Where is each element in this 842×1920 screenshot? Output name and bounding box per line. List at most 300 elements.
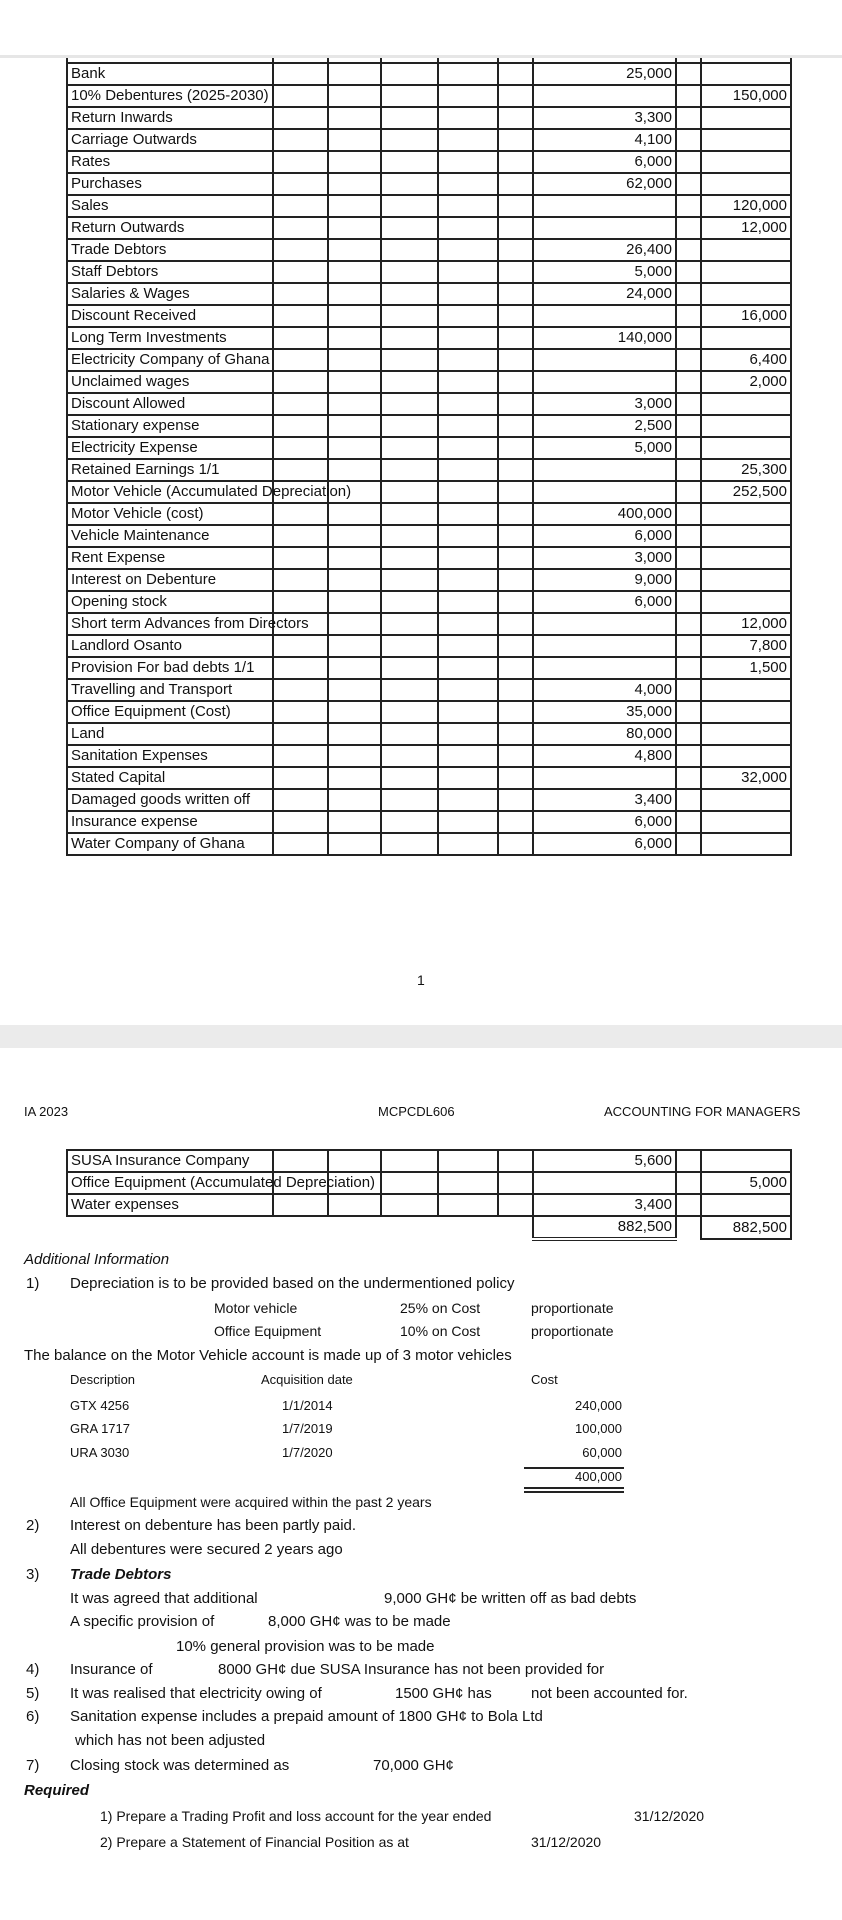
grid-cell [328, 327, 381, 349]
account-name: Short term Advances from Directors [67, 613, 207, 635]
grid-cell [381, 745, 438, 767]
debit-amount [533, 349, 676, 371]
credit-amount: 32,000 [701, 767, 791, 789]
credit-amount [701, 327, 791, 349]
grid-cell [438, 85, 498, 107]
grid-cell [273, 723, 328, 745]
grid-cell [381, 635, 438, 657]
debit-amount [533, 657, 676, 679]
grid-cell [498, 1172, 533, 1194]
grid-cell [381, 723, 438, 745]
account-name: Bank [67, 63, 207, 85]
account-name: Office Equipment (Cost) [67, 701, 207, 723]
grid-cell [273, 503, 328, 525]
debit-amount: 26,400 [533, 239, 676, 261]
table-row [67, 679, 791, 701]
grid-cell [498, 371, 533, 393]
table-row [67, 173, 791, 195]
table-row [67, 833, 791, 855]
grid-cell [207, 547, 273, 569]
item-number-6: 6) [26, 1708, 40, 1725]
vehicle-description: GTX 4256 [70, 1398, 130, 1413]
table-row [67, 129, 791, 151]
grid-cell [438, 547, 498, 569]
grid-cell [498, 569, 533, 591]
debenture-interest-text: Interest on debenture has been partly paid. [70, 1517, 357, 1534]
grid-cell [273, 591, 328, 613]
vehicle-total: 400,000 [575, 1469, 622, 1484]
debit-amount: 4,000 [533, 679, 676, 701]
table-row [67, 657, 791, 679]
grid-cell [207, 811, 273, 833]
grid-cell [207, 129, 273, 151]
grid-cell [328, 547, 381, 569]
grid-cell [328, 371, 381, 393]
grid-cell [273, 415, 328, 437]
general-provision-text: 10% general provision was to be made [176, 1638, 435, 1655]
grid-cell [381, 481, 438, 503]
account-name: Office Equipment (Accumulated Depreciation) [67, 1172, 207, 1194]
credit-amount: 7,800 [701, 635, 791, 657]
grid-cell [328, 679, 381, 701]
vehicle-total-line-1 [524, 1487, 624, 1489]
sanitation-prepaid-text: Sanitation expense includes a prepaid amount of 1800 GH¢ to Bola Ltd [70, 1708, 543, 1725]
grid-cell [438, 239, 498, 261]
grid-cell [381, 393, 438, 415]
grid-cell [273, 151, 328, 173]
grid-cell [328, 63, 381, 85]
grid-cell [676, 459, 701, 481]
grid-cell [273, 811, 328, 833]
grid-cell [273, 679, 328, 701]
table-row [67, 635, 791, 657]
grid-cell [273, 195, 328, 217]
debit-amount [533, 217, 676, 239]
debit-amount: 80,000 [533, 723, 676, 745]
item-number-3: 3) [26, 1566, 40, 1583]
grid-cell [328, 1194, 381, 1216]
grid-cell [273, 547, 328, 569]
credit-amount: 1,500 [701, 657, 791, 679]
bad-debts-amount: 9,000 GH¢ be written off as bad debts [384, 1590, 637, 1607]
credit-amount [701, 569, 791, 591]
grid-cell [273, 437, 328, 459]
grid-cell [328, 459, 381, 481]
grid-cell [328, 195, 381, 217]
grid-cell [273, 767, 328, 789]
spacer-cell [676, 1216, 701, 1239]
table-row [67, 151, 791, 173]
grid-cell [328, 349, 381, 371]
grid-cell [498, 327, 533, 349]
grid-cell [676, 305, 701, 327]
grid-cell [438, 789, 498, 811]
debit-amount: 3,000 [533, 547, 676, 569]
grid-cell [438, 63, 498, 85]
table-row [67, 349, 791, 371]
credit-amount [701, 151, 791, 173]
trade-debtors-title: Trade Debtors [70, 1566, 172, 1583]
grid-cell [498, 63, 533, 85]
grid-cell [207, 217, 273, 239]
debit-amount: 5,600 [533, 1150, 676, 1172]
grid-cell [438, 217, 498, 239]
bad-debts-text: It was agreed that additional [70, 1590, 258, 1607]
debit-amount [533, 613, 676, 635]
grid-cell [676, 833, 701, 855]
table-row [67, 261, 791, 283]
grid-cell [273, 261, 328, 283]
credit-amount [701, 679, 791, 701]
required-title: Required [24, 1782, 90, 1799]
credit-amount [701, 393, 791, 415]
account-name: Water Company of Ghana [67, 833, 207, 855]
account-name: Provision For bad debts 1/1 [67, 657, 207, 679]
debit-amount [533, 767, 676, 789]
grid-cell [676, 437, 701, 459]
table-row [67, 415, 791, 437]
grid-cell [328, 437, 381, 459]
grid-cell [328, 701, 381, 723]
grid-cell [498, 437, 533, 459]
additional-info-title: Additional Information [24, 1251, 170, 1268]
grid-cell [328, 283, 381, 305]
account-name: SUSA Insurance Company [67, 1150, 207, 1172]
credit-amount [701, 1150, 791, 1172]
grid-cell [498, 547, 533, 569]
grid-cell [328, 767, 381, 789]
table-row [67, 525, 791, 547]
grid-cell [381, 261, 438, 283]
grid-cell [207, 63, 273, 85]
credit-amount: 252,500 [701, 481, 791, 503]
grid-cell [498, 657, 533, 679]
grid-cell [273, 1150, 328, 1172]
debit-amount: 9,000 [533, 569, 676, 591]
grid-cell [676, 63, 701, 85]
grid-cell [273, 327, 328, 349]
grid-cell [273, 1194, 328, 1216]
grid-cell [328, 415, 381, 437]
grid-cell [207, 195, 273, 217]
page-number: 1 [417, 972, 425, 988]
grid-cell [676, 525, 701, 547]
account-name: Stationary expense [67, 415, 207, 437]
grid-cell [273, 525, 328, 547]
account-name: Motor Vehicle (Accumulated Depreciation) [67, 481, 207, 503]
grid-cell [207, 239, 273, 261]
grid-cell [676, 811, 701, 833]
vehicle-acquisition-date: 1/1/2014 [282, 1398, 333, 1413]
grid-cell [328, 811, 381, 833]
grid-cell [438, 591, 498, 613]
grid-cell [381, 1194, 438, 1216]
grid-cell [328, 723, 381, 745]
grid-cell [328, 305, 381, 327]
account-name: Discount Received [67, 305, 207, 327]
account-name: Rates [67, 151, 207, 173]
vehicle-header-date: Acquisition date [261, 1372, 353, 1387]
grid-cell [498, 635, 533, 657]
grid-cell [498, 679, 533, 701]
grid-cell [676, 701, 701, 723]
grid-cell [498, 525, 533, 547]
grid-cell [438, 415, 498, 437]
account-name: Damaged goods written off [67, 789, 207, 811]
grid-cell [381, 525, 438, 547]
grid-cell [438, 261, 498, 283]
debit-amount: 6,000 [533, 833, 676, 855]
sanitation-not-adjusted-text: which has not been adjusted [75, 1732, 266, 1749]
table-row [67, 371, 791, 393]
grid-cell [273, 393, 328, 415]
grid-cell [328, 613, 381, 635]
grid-cell [381, 701, 438, 723]
office-equipment-note: All Office Equipment were acquired within the past 2 years [70, 1494, 432, 1510]
grid-cell [273, 217, 328, 239]
grid-cell [676, 723, 701, 745]
grid-cell [207, 151, 273, 173]
grid-cell [676, 283, 701, 305]
vehicle-header-desc: Description [70, 1372, 136, 1387]
grid-cell [498, 745, 533, 767]
table-row [67, 1150, 791, 1172]
grid-cell [498, 349, 533, 371]
grid-cell [498, 239, 533, 261]
debit-amount: 6,000 [533, 525, 676, 547]
debit-amount [533, 85, 676, 107]
insurance-text: Insurance of [70, 1661, 153, 1678]
closing-stock-amount: 70,000 GH¢ [373, 1757, 454, 1774]
credit-amount [701, 173, 791, 195]
grid-cell [273, 569, 328, 591]
debit-amount [533, 195, 676, 217]
grid-cell [438, 767, 498, 789]
debit-amount [533, 459, 676, 481]
grid-cell [438, 327, 498, 349]
dep-asset-office: Office Equipment [214, 1323, 322, 1339]
credit-amount: 120,000 [701, 195, 791, 217]
debit-amount: 4,100 [533, 129, 676, 151]
grid-cell [498, 459, 533, 481]
grid-cell [676, 547, 701, 569]
debit-amount: 3,400 [533, 1194, 676, 1216]
vehicle-header-cost: Cost [531, 1372, 558, 1387]
trial-balance-table-continued [66, 1149, 792, 1241]
account-name: Staff Debtors [67, 261, 207, 283]
grid-cell [438, 613, 498, 635]
grid-cell [273, 459, 328, 481]
dep-rate-motor: 25% on Cost [400, 1300, 481, 1316]
grid-cell [381, 129, 438, 151]
grid-cell [207, 305, 273, 327]
account-name: Water expenses [67, 1194, 207, 1216]
required-item-1: 1) Prepare a Trading Profit and loss account for the year ended [100, 1808, 492, 1824]
closing-stock-text: Closing stock was determined as [70, 1757, 290, 1774]
grid-cell [438, 503, 498, 525]
grid-cell [381, 503, 438, 525]
grid-cell [207, 173, 273, 195]
account-name: Electricity Expense [67, 437, 207, 459]
grid-cell [438, 195, 498, 217]
debit-amount: 35,000 [533, 701, 676, 723]
grid-cell [381, 107, 438, 129]
grid-cell [207, 591, 273, 613]
grid-cell [381, 173, 438, 195]
specific-provision-amount: 8,000 GH¢ was to be made [268, 1613, 451, 1630]
debit-amount [533, 305, 676, 327]
grid-cell [328, 261, 381, 283]
credit-amount: 2,000 [701, 371, 791, 393]
debit-amount: 62,000 [533, 173, 676, 195]
grid-cell [498, 591, 533, 613]
account-name: Opening stock [67, 591, 207, 613]
credit-amount [701, 239, 791, 261]
vehicle-total-line-2 [524, 1491, 624, 1493]
table-row [67, 701, 791, 723]
grid-cell [498, 503, 533, 525]
credit-amount [701, 503, 791, 525]
credit-amount [701, 745, 791, 767]
grid-cell [273, 239, 328, 261]
grid-cell [207, 415, 273, 437]
grid-cell [273, 635, 328, 657]
table-row [67, 811, 791, 833]
grid-cell [273, 745, 328, 767]
grid-cell [676, 85, 701, 107]
grid-cell [676, 239, 701, 261]
grid-cell [498, 1150, 533, 1172]
debit-amount: 24,000 [533, 283, 676, 305]
grid-cell [381, 327, 438, 349]
grid-cell [273, 85, 328, 107]
grid-cell [381, 679, 438, 701]
credit-amount: 12,000 [701, 613, 791, 635]
table-row [67, 547, 791, 569]
credit-amount [701, 547, 791, 569]
account-name: Interest on Debenture [67, 569, 207, 591]
grid-cell [498, 129, 533, 151]
debit-amount [533, 1172, 676, 1194]
grid-cell [676, 327, 701, 349]
grid-cell [381, 811, 438, 833]
account-name: Insurance expense [67, 811, 207, 833]
item-number-1: 1) [26, 1275, 40, 1292]
credit-amount [701, 129, 791, 151]
debenture-secured-text: All debentures were secured 2 years ago [70, 1541, 343, 1558]
debit-amount [533, 635, 676, 657]
header-left: IA 2023 [24, 1104, 69, 1119]
electricity-owing-text: It was realised that electricity owing of [70, 1685, 322, 1702]
grid-cell [207, 745, 273, 767]
account-name: Sanitation Expenses [67, 745, 207, 767]
credit-amount [701, 525, 791, 547]
debit-amount: 25,000 [533, 63, 676, 85]
credit-amount [701, 723, 791, 745]
grid-cell [207, 569, 273, 591]
trial-balance-table [66, 40, 792, 856]
grid-cell [676, 679, 701, 701]
table-row [67, 459, 791, 481]
grid-cell [676, 217, 701, 239]
grid-cell [676, 1172, 701, 1194]
debit-amount [533, 371, 676, 393]
grid-cell [498, 811, 533, 833]
grid-cell [498, 305, 533, 327]
table-row [67, 107, 791, 129]
grid-cell [438, 1194, 498, 1216]
debit-amount: 5,000 [533, 261, 676, 283]
grid-cell [273, 657, 328, 679]
account-name: Return Outwards [67, 217, 207, 239]
grid-cell [207, 437, 273, 459]
grid-cell [328, 393, 381, 415]
account-name: Retained Earnings 1/1 [67, 459, 207, 481]
grid-cell [381, 1172, 438, 1194]
grid-cell [381, 789, 438, 811]
grid-cell [438, 129, 498, 151]
header-right: ACCOUNTING FOR MANAGERS [604, 1104, 801, 1119]
table-row [67, 85, 791, 107]
grid-cell [381, 239, 438, 261]
grid-cell [381, 1150, 438, 1172]
table-row [67, 305, 791, 327]
table-row [67, 283, 791, 305]
table-row [67, 1172, 791, 1194]
grid-cell [273, 283, 328, 305]
grid-cell [438, 151, 498, 173]
debit-amount: 6,000 [533, 591, 676, 613]
grid-cell [498, 393, 533, 415]
table-row [67, 63, 791, 85]
grid-cell [328, 635, 381, 657]
debit-amount: 4,800 [533, 745, 676, 767]
grid-cell [438, 305, 498, 327]
grid-cell [438, 349, 498, 371]
grid-cell [273, 789, 328, 811]
grid-cell [381, 151, 438, 173]
credit-amount [701, 63, 791, 85]
grid-cell [328, 591, 381, 613]
grid-cell [273, 349, 328, 371]
grid-cell [676, 393, 701, 415]
vehicle-acquisition-date: 1/7/2020 [282, 1445, 333, 1460]
account-name: Travelling and Transport [67, 679, 207, 701]
table-row [67, 195, 791, 217]
item-number-4: 4) [26, 1661, 40, 1678]
grid-cell [381, 305, 438, 327]
debit-amount [533, 481, 676, 503]
grid-cell [498, 833, 533, 855]
grid-cell [273, 701, 328, 723]
table-row [67, 327, 791, 349]
grid-cell [328, 657, 381, 679]
grid-cell [328, 833, 381, 855]
account-name: Trade Debtors [67, 239, 207, 261]
grid-cell [498, 613, 533, 635]
account-name: Long Term Investments [67, 327, 207, 349]
required-item-2-date: 31/12/2020 [531, 1834, 602, 1850]
grid-cell [676, 767, 701, 789]
grid-cell [273, 833, 328, 855]
account-name: 10% Debentures (2025-2030) [67, 85, 207, 107]
grid-cell [328, 173, 381, 195]
grid-cell [328, 129, 381, 151]
account-name: Purchases [67, 173, 207, 195]
account-name: Rent Expense [67, 547, 207, 569]
grid-cell [273, 371, 328, 393]
total-debit: 882,500 [533, 1216, 676, 1239]
